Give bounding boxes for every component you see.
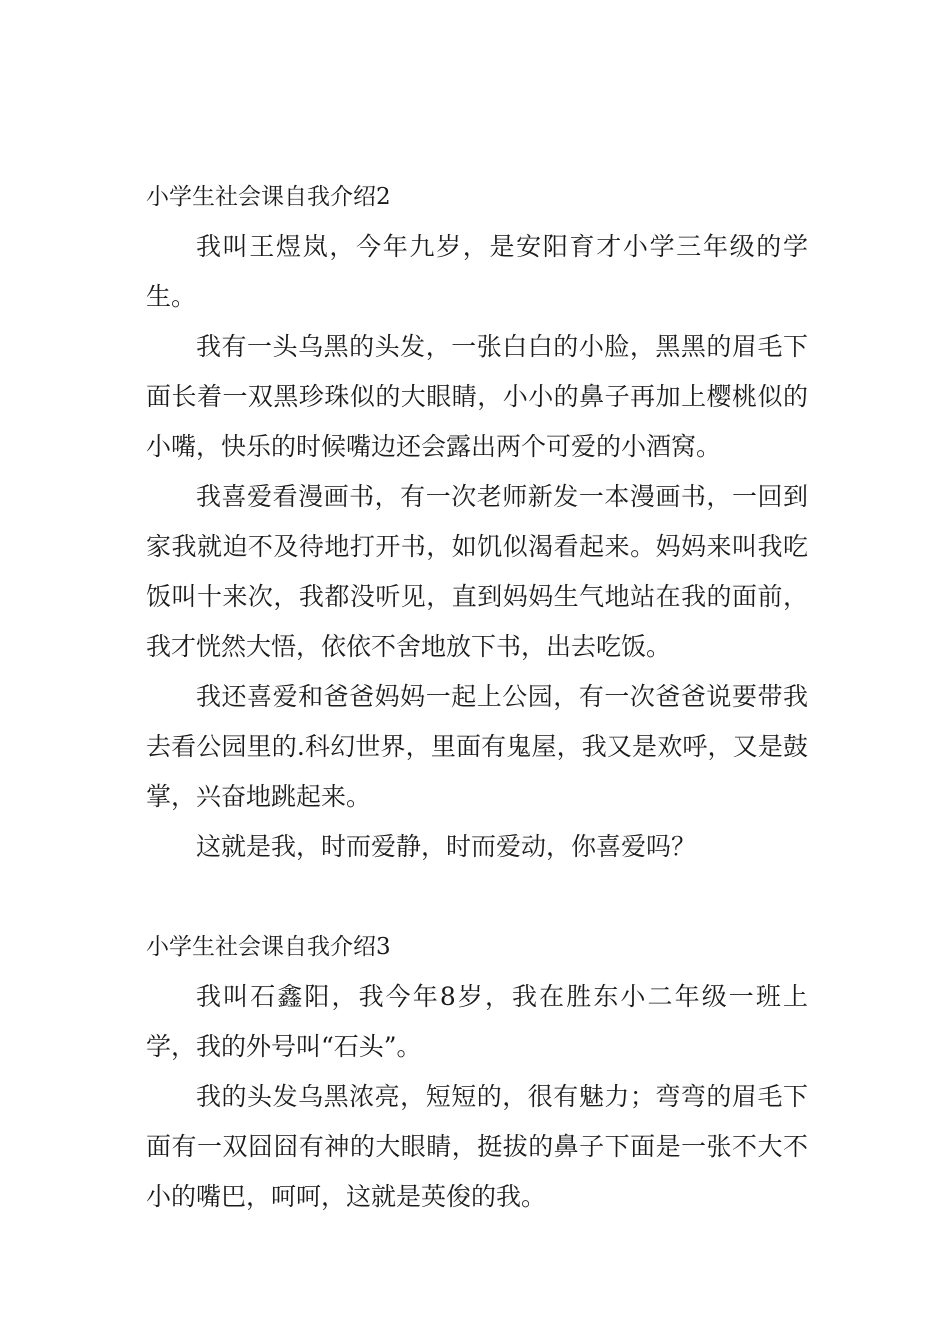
paragraph: 这就是我，时而爱静，时而爱动，你喜爱吗？ [196, 832, 697, 861]
section-title: 小学生社会课自我介绍2 [146, 184, 391, 210]
paragraph: 我喜爱看漫画书，有一次老师新发一本漫画书，一回到家我就迫不及待地打开书，如饥似渴看起来。妈妈来叫我吃饭叫十来次，我都没听见，直到妈妈生气地站在我的面前，我才恍然大悟，依依不舍地放下书，出去吃饭。 [146, 482, 808, 661]
paragraph: 我叫石鑫阳，我今年8岁，我在胜东小二年级一班上学，我的外号叫“石头”。 [146, 982, 808, 1061]
paragraph: 我还喜爱和爸爸妈妈一起上公园，有一次爸爸说要带我去看公园里的.科幻世界，里面有鬼屋，我又是欢呼，又是鼓掌，兴奋地跳起来。 [146, 682, 808, 811]
paragraph: 我有一头乌黑的头发，一张白白的小脸，黑黑的眉毛下面长着一双黑珍珠似的大眼睛，小小的鼻子再加上樱桃似的小嘴，快乐的时候嘴边还会露出两个可爱的小酒窝。 [146, 332, 808, 461]
paragraph: 我的头发乌黑浓亮，短短的，很有魅力；弯弯的眉毛下面有一双囧囧有神的大眼睛，挺拔的鼻子下面是一张不大不小的嘴巴，呵呵，这就是英俊的我。 [146, 1082, 808, 1211]
section-gap [146, 872, 808, 922]
section-title: 小学生社会课自我介绍3 [146, 934, 391, 960]
paragraph: 我叫王煜岚，今年九岁，是安阳育才小学三年级的学生。 [146, 232, 808, 311]
document-page [146, 172, 808, 1222]
